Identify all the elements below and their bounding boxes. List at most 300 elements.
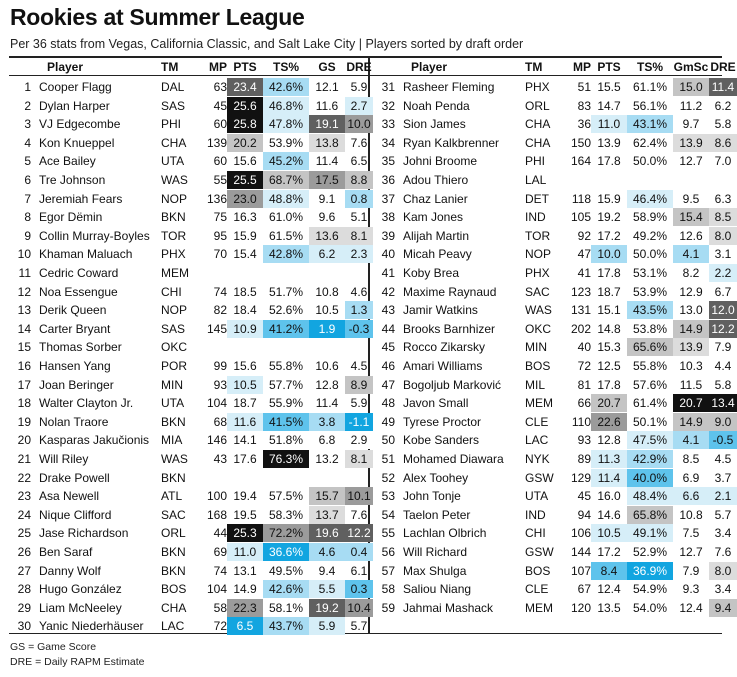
table-row (373, 562, 732, 581)
cell-mp: 139 (206, 135, 227, 150)
cell-pts: 17.8 (597, 377, 621, 392)
cell-pts: 19.2 (597, 210, 621, 225)
cell-pts: 10.0 (591, 245, 627, 263)
cell-pts: 14.6 (597, 507, 621, 522)
cell-tm: PHI (525, 154, 546, 169)
table-row (373, 134, 732, 153)
table-row (373, 599, 732, 618)
cell-player: Khaman Maluach (39, 247, 133, 262)
cell-tm: PHI (161, 117, 182, 132)
cell-dre: 12.0 (709, 301, 737, 319)
cell-pts: 18.5 (233, 284, 257, 299)
cell-dre: 0.3 (345, 580, 373, 598)
cell-gs: 13.9 (673, 134, 709, 152)
cell-tm: OKC (525, 321, 552, 336)
cell-ts: 55.9% (268, 396, 304, 411)
cell-pts: 15.9 (597, 191, 621, 206)
cell-gs: 13.9 (673, 338, 709, 356)
cell-dre: 2.3 (345, 245, 373, 263)
table-row (9, 283, 368, 302)
footnote-gs: GS = Game Score (10, 641, 97, 653)
cell-gs: 13.0 (679, 303, 703, 318)
cell-player: Yanic Niederhäuser (39, 619, 144, 634)
column-header-ts-right: TS% (636, 60, 663, 74)
cell-ts: 43.1% (627, 115, 673, 133)
cell-ts: 48.4% (627, 487, 673, 505)
cell-player: Maxime Raynaud (403, 284, 497, 299)
cell-mp: 41 (577, 266, 591, 280)
cell-gs: 11.4 (315, 154, 339, 169)
cell-dre: 2.2 (709, 264, 737, 282)
cell-ts: 76.3% (263, 450, 309, 468)
cell-mp: 82 (213, 303, 227, 318)
cell-dre (345, 469, 373, 487)
cell-pts: 15.3 (597, 340, 621, 355)
cell-rank: 20 (17, 433, 31, 448)
cell-rank: 13 (17, 303, 31, 318)
cell-pts: 25.8 (227, 115, 263, 133)
cell-gs: 8.2 (682, 266, 700, 280)
table-row (373, 171, 723, 190)
cell-tm: MIN (161, 377, 183, 392)
column-header-tm-left: TM (161, 60, 179, 74)
cell-rank: 16 (17, 359, 31, 373)
cell-player: Joan Beringer (39, 377, 114, 392)
cell-rank: 42 (381, 284, 395, 299)
cell-mp: 81 (577, 377, 591, 392)
cell-rank: 21 (17, 452, 31, 466)
cell-player: Ben Saraf (39, 545, 93, 559)
cell-tm: UTA (525, 489, 549, 504)
cell-gs: 13.8 (309, 134, 345, 152)
cell-ts: 57.7% (268, 377, 304, 392)
cell-dre: 6.1 (350, 563, 368, 578)
cell-gs: 15.7 (309, 487, 345, 505)
cell-tm: NYK (525, 452, 550, 466)
cell-gs: 8.5 (682, 452, 700, 466)
cell-dre: 8.8 (345, 171, 373, 189)
table-row (9, 208, 368, 227)
cell-tm: PHX (525, 266, 550, 280)
cell-tm: CHA (161, 135, 187, 150)
cell-ts: 68.7% (263, 171, 309, 189)
cell-player: Javon Small (403, 396, 469, 411)
column-header-mp-left: MP (209, 60, 227, 74)
cell-gs: 11.4 (315, 396, 339, 411)
column-header-tm-right: TM (525, 60, 543, 74)
cell-pts: 11.0 (591, 115, 627, 133)
cell-player: Nolan Traore (39, 414, 109, 429)
cell-tm: SAS (161, 98, 186, 113)
cell-dre: 5.7 (714, 507, 732, 522)
cell-dre: 4.6 (350, 284, 368, 299)
column-header-gs-right: GmSc (673, 60, 709, 74)
cell-rank: 54 (381, 507, 395, 522)
table-row (9, 543, 368, 562)
cell-ts (263, 469, 309, 487)
column-header-rank-left (9, 58, 31, 76)
cell-pts: 25.6 (227, 97, 263, 115)
cell-player: Bogoljub Marković (403, 377, 502, 392)
cell-gs: 4.1 (673, 431, 709, 449)
cell-player: Dylan Harper (39, 98, 110, 113)
cell-dre: 2.1 (709, 487, 737, 505)
cell-tm: CLE (525, 582, 549, 597)
cell-pts: 17.2 (597, 545, 621, 559)
column-header-rank-right (373, 58, 395, 76)
cell-pts: 15.4 (233, 247, 257, 262)
cell-mp (195, 338, 227, 356)
cell-pts: 22.6 (591, 413, 627, 431)
cell-pts: 11.4 (591, 469, 627, 487)
cell-gs: 15.4 (673, 208, 709, 226)
cell-tm: BKN (161, 563, 186, 578)
cell-player: Carter Bryant (39, 321, 111, 336)
cell-pts: 19.4 (233, 489, 257, 504)
cell-dre: -0.5 (709, 431, 737, 449)
cell-dre: 2.7 (345, 97, 373, 115)
cell-mp: 36 (577, 117, 591, 132)
cell-ts: 51.7% (268, 284, 304, 299)
cell-mp: 106 (570, 526, 591, 541)
table-row (373, 320, 735, 339)
cell-player: Hansen Yang (39, 359, 111, 373)
table-row (373, 506, 732, 525)
cell-rank: 17 (17, 377, 31, 392)
cell-rank: 43 (381, 303, 395, 318)
cell-player: Liam McNeeley (39, 600, 122, 615)
cell-ts: 48.8% (263, 190, 309, 208)
cell-player: Tyrese Proctor (403, 414, 482, 429)
cell-rank: 40 (381, 247, 395, 262)
cell-rank: 22 (17, 470, 31, 485)
cell-ts: 57.5% (268, 489, 304, 504)
table-row (373, 580, 732, 599)
cell-pts: 14.7 (597, 98, 621, 113)
cell-pts: 17.8 (597, 266, 621, 280)
cell-rank: 52 (381, 470, 395, 485)
cell-tm: SAC (161, 507, 186, 522)
cell-pts: 13.9 (597, 135, 621, 150)
cell-mp: 146 (206, 433, 227, 448)
cell-mp: 120 (570, 600, 591, 615)
cell-mp: 69 (213, 545, 227, 559)
cell-rank: 8 (24, 210, 31, 225)
cell-tm: CHA (525, 135, 551, 150)
cell-dre: 6.5 (350, 154, 368, 169)
cell-rank: 11 (18, 266, 31, 280)
cell-gs: 7.9 (682, 563, 700, 578)
cell-player: Cedric Coward (39, 266, 119, 280)
cell-dre: 5.8 (714, 377, 732, 392)
cell-ts (263, 338, 309, 356)
cell-dre: 10.0 (345, 115, 373, 133)
table-row (9, 301, 368, 320)
cell-mp: 144 (570, 545, 591, 559)
cell-mp: 107 (570, 563, 591, 578)
cell-player: Koby Brea (403, 266, 460, 280)
table-row (373, 487, 732, 506)
cell-player: John Tonje (403, 489, 461, 504)
cell-ts: 62.4% (632, 135, 668, 150)
table-row (9, 617, 368, 636)
cell-mp: 45 (577, 489, 591, 504)
cell-tm: UTA (161, 396, 185, 411)
cell-gs: 9.1 (318, 191, 336, 206)
cell-mp: 47 (577, 247, 591, 262)
cell-gs: 3.8 (309, 413, 345, 431)
cell-dre: 6.3 (714, 191, 732, 206)
cell-gs: 9.6 (318, 210, 336, 225)
cell-player: Tre Johnson (39, 173, 106, 187)
cell-tm: PHX (525, 80, 550, 94)
cell-tm: TOR (161, 228, 187, 243)
cell-tm: DET (525, 191, 549, 206)
cell-gs: 12.8 (315, 377, 339, 392)
cell-dre: 1.3 (345, 301, 373, 319)
cell-ts: 56.1% (632, 98, 668, 113)
cell-rank: 12 (17, 284, 31, 299)
cell-ts: 52.6% (268, 303, 304, 318)
cell-pts (227, 338, 263, 356)
cell-ts: 61.5% (268, 228, 304, 243)
cell-pts: 20.7 (591, 394, 627, 412)
cell-gs: 10.3 (679, 359, 703, 373)
cell-dre: 2.9 (345, 431, 373, 449)
cell-player: Alex Toohey (403, 470, 469, 485)
cell-gs: 20.7 (673, 394, 709, 412)
cell-tm: BOS (525, 359, 551, 373)
cell-gs: 7.5 (682, 526, 700, 541)
cell-ts: 58.1% (268, 600, 304, 615)
table-row (9, 338, 359, 357)
cell-player: Noa Essengue (39, 284, 118, 299)
cell-gs (309, 469, 345, 487)
cell-dre: 8.1 (345, 450, 373, 468)
cell-ts: 72.2% (263, 524, 309, 542)
cell-rank: 47 (381, 377, 395, 392)
cell-pts: 14.1 (233, 433, 257, 448)
cell-pts: 23.0 (227, 190, 263, 208)
cell-dre: -0.3 (345, 320, 373, 338)
cell-tm: WAS (161, 452, 188, 466)
table-row (9, 487, 371, 506)
cell-tm: BKN (161, 414, 186, 429)
cell-gs: 15.0 (673, 78, 709, 96)
cell-rank: 53 (381, 489, 395, 504)
cell-tm: LAL (525, 173, 547, 187)
cell-mp: 45 (213, 98, 227, 113)
cell-player: Walter Clayton Jr. (39, 396, 134, 411)
cell-player: Taelon Peter (403, 507, 471, 522)
cell-pts: 15.5 (597, 80, 621, 94)
cell-tm: IND (525, 507, 546, 522)
cell-ts: 53.9% (632, 284, 668, 299)
cell-ts: 54.9% (632, 582, 668, 597)
cell-gs: 17.5 (309, 171, 345, 189)
cell-tm: BOS (525, 563, 551, 578)
cell-player: Johni Broome (403, 154, 478, 169)
cell-player: Ace Bailey (39, 154, 96, 169)
cell-mp: 43 (213, 452, 227, 466)
table-row (9, 562, 368, 581)
cell-ts: 65.8% (627, 506, 673, 524)
cell-rank: 38 (381, 210, 395, 225)
cell-ts: 57.6% (632, 377, 668, 392)
cell-rank: 4 (24, 135, 31, 150)
cell-pts: 17.6 (233, 452, 257, 466)
cell-tm: OKC (161, 340, 188, 355)
cell-mp: 70 (213, 247, 227, 262)
table-row (373, 245, 732, 264)
cell-rank: 23 (17, 489, 31, 504)
cell-tm: BKN (161, 210, 186, 225)
cell-gs: 10.6 (315, 359, 339, 373)
cell-player: Rocco Zikarsky (403, 340, 486, 355)
cell-rank: 6 (24, 173, 31, 187)
table-row (373, 301, 735, 320)
cell-tm: MIN (525, 340, 547, 355)
table-row (9, 245, 368, 264)
cell-dre: 8.1 (345, 227, 373, 245)
cell-pts: 6.5 (227, 617, 263, 635)
cell-mp (559, 171, 591, 189)
cell-dre: 5.7 (350, 619, 368, 634)
cell-pts: 14.8 (597, 321, 621, 336)
table-row (373, 283, 732, 302)
cell-ts: 36.9% (627, 562, 673, 580)
cell-rank: 50 (381, 433, 395, 448)
cell-ts: 47.8% (263, 115, 309, 133)
cell-tm: BKN (161, 545, 186, 559)
cell-gs (673, 171, 709, 189)
cell-dre: 7.6 (350, 507, 368, 522)
cell-tm: GSW (525, 545, 554, 559)
cell-dre: 8.0 (709, 227, 737, 245)
cell-ts: 50.0% (627, 245, 673, 263)
cell-pts: 15.9 (233, 228, 257, 243)
cell-pts: 18.7 (597, 284, 621, 299)
cell-tm: TOR (525, 228, 551, 243)
cell-player: Derik Queen (39, 303, 107, 318)
cell-player: Jahmai Mashack (403, 600, 494, 615)
column-header-pts-right: PTS (597, 60, 621, 74)
cell-player: Asa Newell (39, 489, 100, 504)
cell-gs: 12.7 (679, 545, 703, 559)
table-row (9, 413, 370, 432)
cell-player: Kam Jones (403, 210, 464, 225)
cell-gs: 13.7 (309, 506, 345, 524)
table-row (9, 580, 368, 599)
cell-ts (263, 264, 309, 282)
cell-mp: 129 (570, 470, 591, 485)
cell-player: VJ Edgecombe (39, 117, 121, 132)
cell-gs: 10.8 (679, 507, 703, 522)
cell-rank: 9 (24, 228, 31, 243)
cell-tm: MEM (161, 266, 189, 280)
cell-ts: 58.3% (268, 507, 304, 522)
table-row (373, 376, 732, 395)
cell-pts: 11.3 (591, 450, 627, 468)
cell-dre: 8.5 (709, 208, 737, 226)
cell-dre: 3.4 (714, 526, 732, 541)
cell-pts (227, 469, 263, 487)
column-header-player-right: Player (411, 60, 448, 74)
table-row (9, 394, 368, 413)
cell-ts: 40.0% (627, 469, 673, 487)
cell-mp: 83 (577, 98, 591, 113)
cell-mp: 63 (213, 80, 227, 94)
cell-ts: 36.6% (263, 543, 309, 561)
cell-player: Will Riley (39, 452, 89, 466)
cell-rank: 56 (381, 545, 395, 559)
cell-pts (227, 264, 263, 282)
cell-tm: UTA (161, 154, 185, 169)
cell-ts: 43.5% (627, 301, 673, 319)
cell-gs: 19.1 (309, 115, 345, 133)
table-row (373, 115, 732, 134)
cell-rank: 57 (381, 563, 395, 578)
cell-ts: 49.1% (627, 524, 673, 542)
cell-rank: 39 (381, 228, 395, 243)
cell-pts: 8.4 (591, 562, 627, 580)
cell-gs: 12.1 (315, 80, 339, 94)
cell-rank: 35 (381, 154, 395, 169)
cell-rank: 25 (17, 526, 31, 541)
cell-tm: CHI (161, 284, 182, 299)
cell-pts: 11.0 (227, 543, 263, 561)
cell-mp: 58 (213, 600, 227, 615)
cell-tm: SAC (525, 284, 550, 299)
cell-tm: NOP (161, 191, 188, 206)
cell-player: Nique Clifford (39, 507, 112, 522)
cell-pts: 22.3 (227, 599, 263, 617)
cell-player: Egor Dëmin (39, 210, 103, 225)
cell-gs (309, 338, 345, 356)
table-row (373, 152, 732, 171)
table-row (373, 357, 732, 376)
cell-player: Saliou Niang (403, 582, 472, 597)
cell-dre: 3.7 (714, 470, 732, 485)
chart-subtitle: Per 36 stats from Vegas, California Classic, and Salt Lake City | Players sorted by draft order (10, 37, 524, 51)
cell-dre: 9.4 (709, 599, 737, 617)
cell-dre: 3.1 (714, 247, 732, 262)
cell-dre: 5.8 (714, 117, 732, 132)
column-header-mp-right: MP (573, 60, 591, 74)
cell-dre: 0.8 (345, 190, 373, 208)
cell-ts: 42.6% (263, 580, 309, 598)
cell-pts: 18.7 (233, 396, 257, 411)
cell-pts (591, 171, 627, 189)
cell-rank: 49 (381, 414, 395, 429)
cell-mp: 51 (577, 80, 591, 94)
cell-tm: CHA (161, 600, 187, 615)
cell-tm: ORL (525, 98, 550, 113)
cell-mp: 92 (577, 228, 591, 243)
cell-pts: 10.9 (227, 320, 263, 338)
cell-gs: 1.9 (309, 320, 345, 338)
cell-rank: 37 (381, 191, 395, 206)
cell-dre: 7.6 (350, 135, 368, 150)
cell-mp: 136 (206, 191, 227, 206)
cell-ts: 47.5% (627, 431, 673, 449)
table-row (9, 450, 368, 469)
cell-player: Thomas Sorber (39, 340, 122, 355)
cell-rank: 14 (17, 321, 31, 336)
table-row (9, 469, 359, 488)
cell-dre: 12.2 (345, 524, 373, 542)
cell-mp: 95 (213, 228, 227, 243)
